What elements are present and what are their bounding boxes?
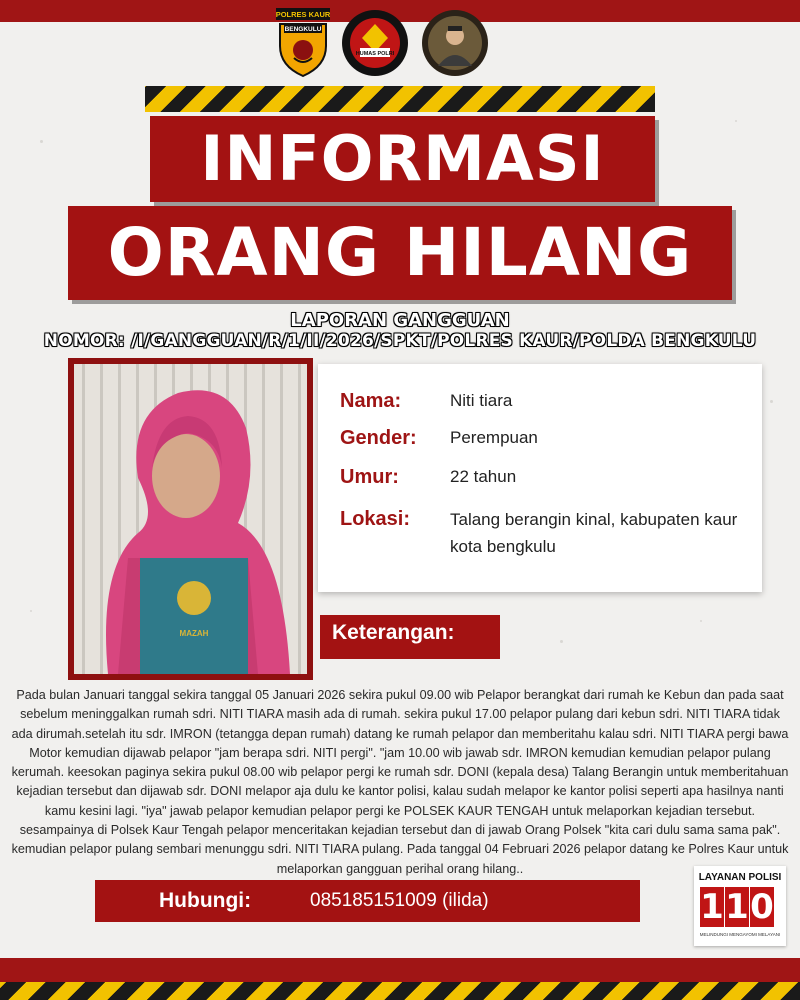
polres-logo-top-text: POLRES KAUR — [275, 10, 331, 19]
texture-speck — [700, 620, 702, 622]
texture-speck — [735, 120, 737, 122]
missing-person-photo — [68, 358, 313, 680]
book-label: MAZAH — [179, 629, 209, 638]
title-line-2: ORANG HILANG — [68, 206, 732, 300]
commander-badge-logo — [420, 8, 490, 78]
location-label: Lokasi: — [340, 508, 411, 530]
texture-speck — [770, 400, 773, 403]
hazard-stripe-top — [145, 86, 655, 112]
polres-kaur-logo — [272, 6, 334, 78]
hotline-digit: 1 — [700, 887, 724, 927]
title-line-1: INFORMASI — [150, 116, 655, 202]
police-hotline-badge — [694, 866, 786, 946]
humas-polri-logo — [340, 8, 410, 78]
humas-logo-text: HUMAS POLRI — [355, 51, 395, 57]
contact-phone[interactable]: 085185151009 (ilida) — [310, 890, 489, 911]
hotline-title: LAYANAN POLISI — [698, 872, 782, 883]
gender-value: Perempuan — [450, 428, 538, 447]
hotline-digit: 0 — [750, 887, 774, 927]
report-heading: LAPORAN GANGGUAN — [290, 310, 510, 331]
texture-speck — [30, 610, 32, 612]
polres-logo-bottom-text: BENGKULU — [284, 26, 322, 33]
contact-bar — [95, 880, 640, 922]
bottom-red-band — [0, 958, 800, 982]
report-number: NOMOR: /I/GANGGUAN/R/1/II/2026/SPKT/POLRES KAUR/POLDA BENGKULU — [43, 331, 757, 351]
logo-row — [0, 6, 800, 86]
name-value: Niti tiara — [450, 391, 513, 410]
description-text: Pada bulan Januari tanggal sekira tanggal 05 Januari 2026 sekira pukul 09.00 wib Pelapor berangkat dari rumah ke Kebun dan pada saat sebelum meninggalkan rumah sdri. NITI TIARA masih ada di rumah. sekira pukul 17.00 pelapor pulang dari kebun sdri. NITI TIARA tidak ada dirumah.setelah itu sdr. IMRON (tetangga depan rumah) datang ke rumah pelapor dan memberitahu kalau sdri. NITI TIARA pergi bawa Motor kemudian dijawab pelapor "jam berapa sdri. NITI pergi". "jam 10.00 wib jawab sdr. IMRON kemudian kemudian pelapor pulang kerumah. keesokan paginya sekira pukul 08.00 wib pelapor pergi ke rumah sdr. DONI (kepala desa) Talang Berangin untuk memberitahuan kejadian tersebut dan dijawab sdr. DONI melapor aja dulu ke kantor polisi, kalau sudah melapor ke kantor polisi seperti apa hasilnya nanti kamu kesini lagi. "iya" jawab pelapor kemudian pelapor pergi ke POLSEK KAUR TENGAH untuk melaporkan kejadian tersebut. sesampainya di Polsek Kaur Tengah pelapor menceritakan kejadian tersebut dan di jawab Orang Polsek "kita cari dulu sama sama pak". kemudian pelapor pulang sembari menunggu sdri. NITI TIARA pulang. Pada tanggal 04 Februari 2026 pelapor datang ke Polres Kaur untuk melaporkan gangguan perihal orang hilang.. — [11, 688, 789, 876]
identity-card — [318, 364, 762, 592]
hotline-digit: 1 — [725, 887, 749, 927]
gender-label: Gender: — [340, 427, 417, 449]
contact-label: Hubungi: — [159, 889, 252, 912]
missing-person-photo-frame — [68, 358, 313, 680]
age-label: Umur: — [340, 466, 399, 488]
texture-speck — [560, 640, 563, 643]
age-value: 22 tahun — [450, 467, 517, 486]
hotline-number — [700, 887, 780, 929]
hotline-subtitle: MELINDUNGI MENGAYOMI MELAYANI — [699, 932, 781, 937]
texture-speck — [40, 140, 43, 143]
hazard-stripe-bottom — [0, 982, 800, 1000]
location-value: Talang berangin kinal, kabupaten kaur kota bengkulu — [450, 510, 738, 556]
description-heading: Keterangan: — [320, 615, 500, 659]
name-label: Nama: — [340, 390, 402, 412]
